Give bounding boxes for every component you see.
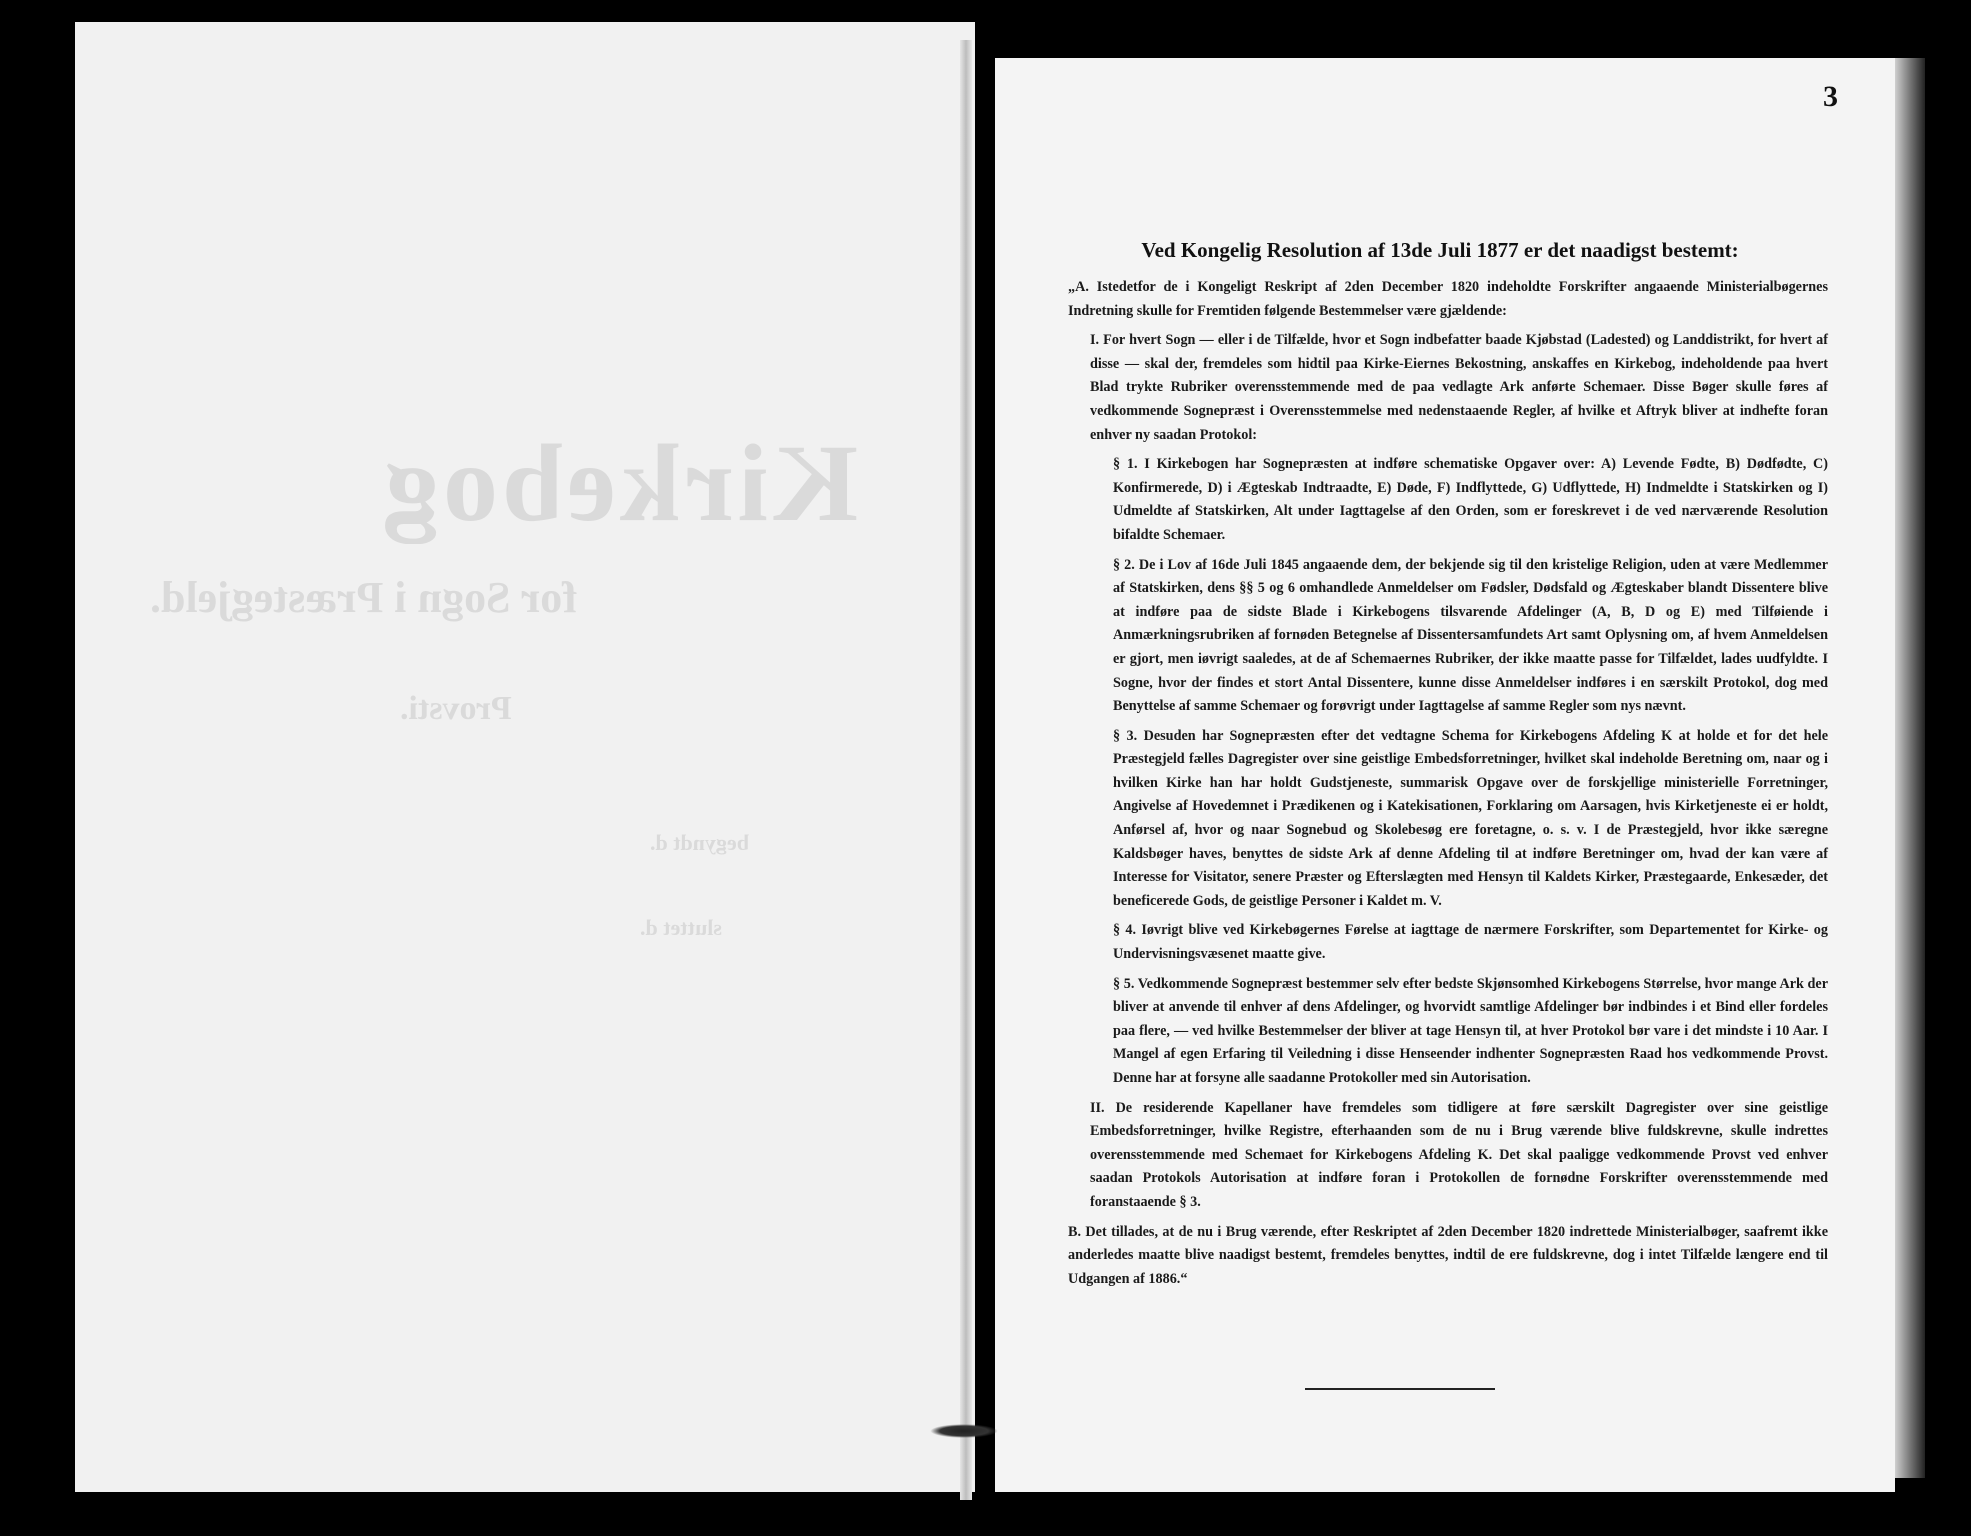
paragraph-section-5: § 5. Vedkommende Sognepræst bestemmer selv efter bedste Skjønsomhed Kirkebogens Størrelse, hvor mange Ark der bliver at anvende til enhver af dens Afdelinger, og hvorvidt samtlige Afdelinger bør indbindes i et Bind eller fordeles paa flere, — ved hvilke Bestemmelser der bliver at tage Hensyn til, at hver Protokol bør vare i det mindste i 10 Aar. I Mangel af egen Erfaring til Veiledning i disse Henseender indhenter Sognepræsten Raad hos vedkommende Provst. Denne har at forsyne alle saadanne Protokoller med sin Autorisation. bbox=[1113, 975, 1828, 1086]
ghost-line-ended: sluttet d. bbox=[640, 915, 722, 940]
paragraph-section-3: § 3. Desuden har Sognepræsten efter det vedtagne Schema for Kirkebogens Afdeling K at holde et for det hele Præstegjeld fælles Dagregister over sine geistlige Embedsforretninger, hvilket skal indeholde Beretning om, naar og i hvilken Kirke han har holdt Gudstjeneste, summarisk Opgave over de forskjellige ministerielle Forretninger, Angivelse af Hovedemnet i Prædikenen og i Katekisationen, Forklaring om Aarsagen, hvis Kirketjeneste ei er holdt, Anførsel af, hvor og naar Sognebud og Skolebesøg ere foretagne, o. s. v. I de Præstegjeld, hvor ikke særegne Kaldsbøger haves, benyttes de sidste Ark af denne Afdeling til at indføre Beretninger om, hvad der kan være af Interesse for Visitator, senere Præster og Efterslægten med Hensyn til Kaldets Kirker, Præstegaarde, Enkesæder, det beneficerede Gods, de geistlige Personer i Kaldet m. V. bbox=[1113, 727, 1828, 909]
book-spine bbox=[960, 40, 972, 1500]
page-heading: Ved Kongelig Resolution af 13de Juli 1877 er det naadigst bestemt: bbox=[1141, 238, 1739, 262]
paragraph-section-4: § 4. Iøvrigt blive ved Kirkebøgernes Førelse at iagttage de nærmere Forskrifter, som Departementet for Kirke- og Undervisningsvæsenet maatte give. bbox=[1113, 922, 1828, 963]
closing-rule bbox=[1305, 1388, 1495, 1390]
paragraph-b: B. Det tillades, at de nu i Brug værende, efter Reskriptet af 2den December 1820 indrettede Ministerialbøger, saafremt ikke anderledes maatte blive naadigst bestemt, fremdeles benyttes, indtil de ere fuldskrevne, dog i intet Tilfælde længere end til Udgangen af 1886.“ bbox=[1068, 1223, 1828, 1287]
left-page bbox=[75, 22, 975, 1492]
page-number: 3 bbox=[1823, 80, 1838, 113]
paragraph-ii: II. De residerende Kapellaner have fremdeles som tidligere at føre særskilt Dagregister over sine geistlige Embedsforretninger, hvilke Registre, efterhaanden som de nu i Brug værende blive fuldskrevne, skulle indrettes overensstemmende med Schemaet for Kirkebogens Afdeling K. Det skal paaligge vedkommende Provst ved enhver saadan Protokols Autorisation at indføre foran i Protokollen de fornødne Forskrifter overensstemmende med foranstaaende § 3. bbox=[1090, 1099, 1828, 1210]
ghost-line-parish: for Sogn i Præstegjeld. bbox=[150, 573, 577, 622]
paragraph-a: „A. Istedetfor de i Kongeligt Reskript af 2den December 1820 indeholdte Forskrifter angaaende Ministerialbøgernes Indretning skulle for Fremtiden følgende Bestemmelser være gjældende: bbox=[1068, 279, 1828, 319]
ghost-title: Kirkebog bbox=[380, 422, 859, 544]
ghost-line-begun: begyndt d. bbox=[650, 830, 750, 855]
resolution-text bbox=[1068, 276, 1828, 1297]
ghost-line-deanery: Provsti. bbox=[400, 690, 512, 727]
paragraph-section-2: § 2. De i Lov af 16de Juli 1845 angaaende dem, der bekjende sig til den kristelige Religion, uden at være Medlemmer af Statskirken, dens §§ 5 og 6 omhandlede Anmeldelser om Fødsler, Dødsfald og Ægteskaber blandt Dissentere blive at indføre paa de sidste Blade i Kirkebogens tilsvarende Afdelinger (A, B, D og E) med Tilføiende i Anmærkningsrubriken af fornøden Betegnelse af Dissentersamfundets Art samt Oplysning om, af hvem Anmeldelsen er gjort, men iøvrigt saaledes, at de af Schemaernes Rubriker, der ikke maatte passe for Tilfældet, lades uudfyldte. I Sogne, hvor der findes et stort Antal Dissentere, kunne disse Anmeldelser indføres i en særskilt Protokol, dog med Benyttelse af samme Schemaer og forøvrigt under Iagttagelse af samme Regler som nys nævnt. bbox=[1113, 556, 1828, 715]
paragraph-i: I. For hvert Sogn — eller i de Tilfælde, hvor et Sogn indbefatter baade Kjøbstad (Ladested) og Landdistrikt, for hvert af disse — skal der, fremdeles som hidtil paa Kirke-Eiernes Bekostning, anskaffes en Kirkebog, indeholdende paa hvert Blad trykte Rubriker overensstemmende med de paa vedlagte Ark anførte Schemaer. Disse Bøger skulle føres af vedkommende Sognepræst i Overensstemmelse med nedenstaaende Regler, af hvilke et Aftryk bliver at indhefte foran enhver ny saadan Protokol: bbox=[1090, 332, 1828, 443]
paragraph-section-1: § 1. I Kirkebogen har Sognepræsten at indføre schematiske Opgaver over: A) Levende Fødte, B) Dødfødte, C) Konfirmerede, D) i Ægteskab Indtraadte, E) Døde, F) Indflyttede, G) Udflyttede, H) Indmeldte i Statskirken og I) Udmeldte af Statskirken, Alt under Iagttagelse af den Orden, som er foreskrevet i de ved nærværende Resolution bifaldte Schemaer. bbox=[1113, 456, 1828, 543]
page-edge bbox=[1895, 58, 1925, 1478]
binding-clip bbox=[930, 1424, 998, 1438]
